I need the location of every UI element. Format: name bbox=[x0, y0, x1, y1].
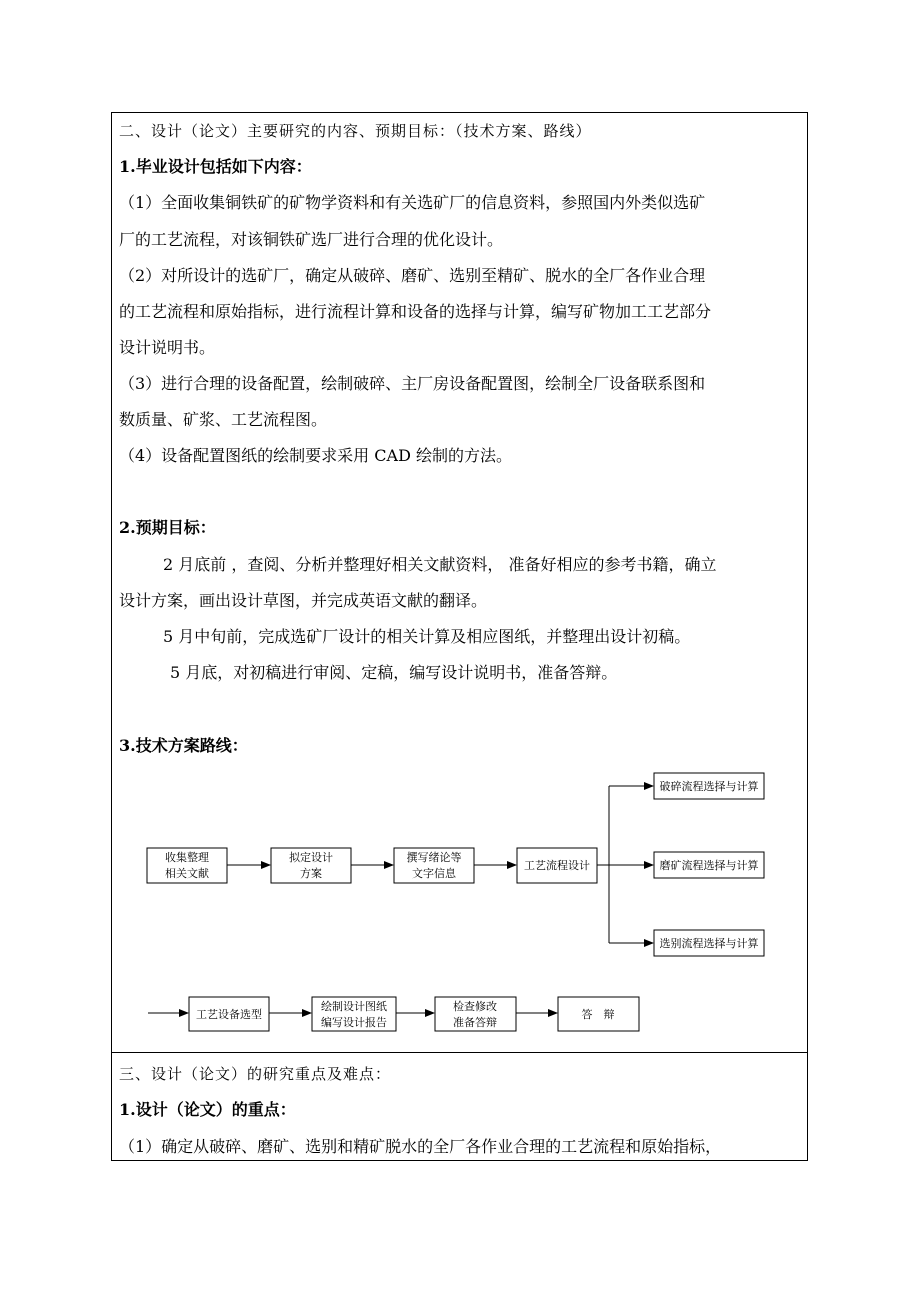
box-write-line1: 撰写绪论等 bbox=[406, 851, 462, 864]
box-check-line2: 准备答辩 bbox=[453, 1016, 497, 1029]
content-paragraph-2-line1: （2）对所设计的选矿厂，确定从破碎、磨矿、选别至精矿、脱水的全厂各作业合理 bbox=[119, 266, 706, 285]
goal-2: 5 月中旬前，完成选矿厂设计的相关计算及相应图纸，并整理出设计初稿。 bbox=[163, 627, 691, 646]
box-separate-label: 选别流程选择与计算 bbox=[659, 937, 759, 950]
content-paragraph-4: （4）设备配置图纸的绘制要求采用 CAD 绘制的方法。 bbox=[119, 446, 512, 465]
content-paragraph-1-line2: 厂的工艺流程，对该铜铁矿选厂进行合理的优化设计。 bbox=[119, 230, 504, 249]
box-plan-line2: 方案 bbox=[300, 867, 322, 880]
box-write-line2: 文字信息 bbox=[412, 867, 456, 880]
box-check-line1: 检查修改 bbox=[453, 1000, 497, 1013]
box-plan-line1: 拟定设计 bbox=[289, 851, 333, 864]
box-draw-line2: 编写设计报告 bbox=[321, 1016, 387, 1029]
content-paragraph-1-line1: （1）全面收集铜铁矿的矿物学资料和有关选矿厂的信息资料，参照国内外类似选矿 bbox=[119, 193, 706, 212]
box-grind-label: 磨矿流程选择与计算 bbox=[659, 859, 759, 872]
goal-3: 5 月底，对初稿进行审阅、定稿，编写设计说明书，准备答辩。 bbox=[170, 663, 618, 682]
section2-header: 二、设计（论文）主要研究的内容、预期目标：（技术方案、路线） bbox=[119, 122, 592, 140]
content-paragraph-2-line2: 的工艺流程和原始指标，进行流程计算和设备的选择与计算，编写矿物加工工艺部分 bbox=[119, 302, 712, 321]
tech-route-heading: 3.技术方案路线： bbox=[119, 736, 248, 755]
box-draw-line1: 绘制设计图纸 bbox=[321, 1000, 387, 1013]
goal-1-line1: 2 月底前 ，查阅、分析并整理好相关文献资料， 准备好相应的参考书籍，确立 bbox=[163, 555, 717, 574]
content-paragraph-2-line3: 设计说明书。 bbox=[119, 338, 216, 357]
content-heading: 1.毕业设计包括如下内容： bbox=[119, 157, 312, 176]
key-point-1: （1）确定从破碎、磨矿、选别和精矿脱水的全厂各作业合理的工艺流程和原始指标， bbox=[119, 1137, 722, 1156]
box-collect-line1: 收集整理 bbox=[165, 851, 209, 864]
content-paragraph-3-line1: （3）进行合理的设备配置，绘制破碎、主厂房设备配置图，绘制全厂设备联系图和 bbox=[119, 374, 706, 393]
box-process-label: 工艺流程设计 bbox=[524, 859, 590, 872]
box-equip-label: 工艺设备选型 bbox=[196, 1008, 262, 1021]
goal-1-line2: 设计方案，画出设计草图，并完成英语文献的翻译。 bbox=[119, 591, 488, 610]
box-crush-label: 破碎流程选择与计算 bbox=[659, 780, 759, 793]
key-points-heading: 1.设计（论文）的重点： bbox=[119, 1100, 296, 1119]
box-collect-line2: 相关文献 bbox=[165, 867, 209, 880]
goals-heading: 2.预期目标： bbox=[119, 518, 216, 537]
box-defense-label: 答 辩 bbox=[581, 1008, 615, 1021]
content-paragraph-3-line2: 数质量、矿浆、工艺流程图。 bbox=[119, 410, 328, 429]
section3-header: 三、设计（论文）的研究重点及难点： bbox=[119, 1065, 392, 1083]
